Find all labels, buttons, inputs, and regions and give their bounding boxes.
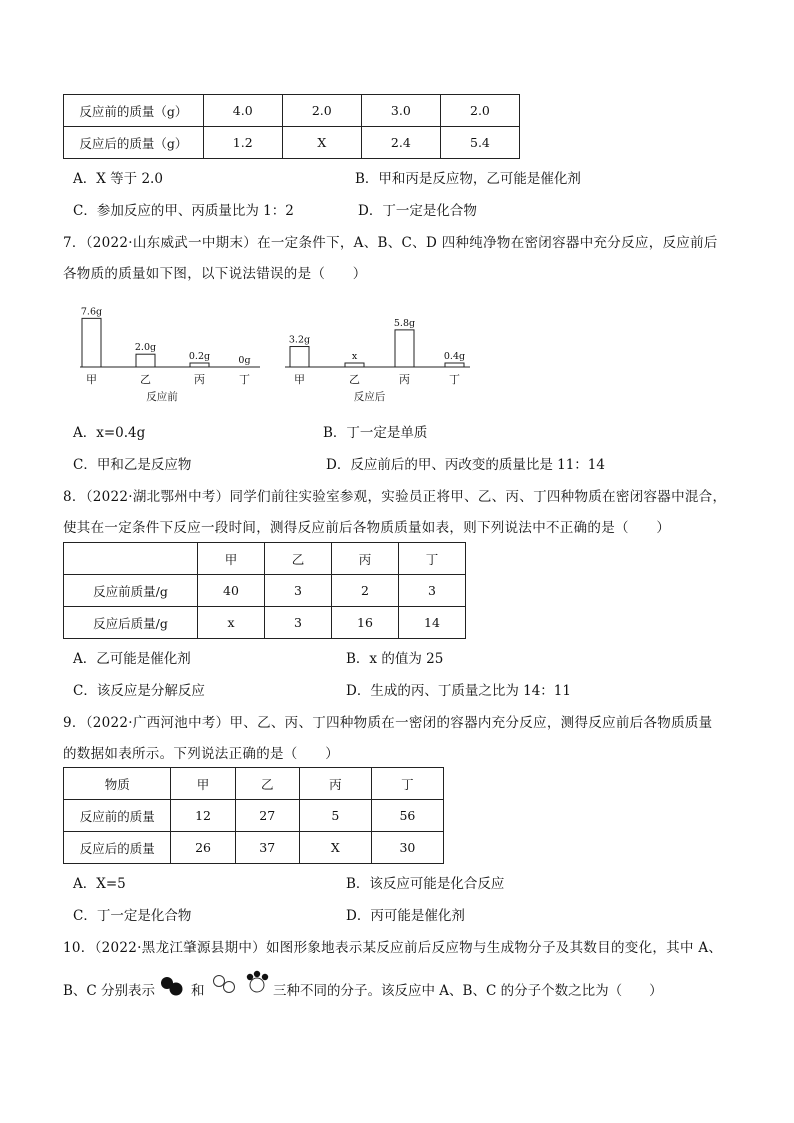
- q7-option-d: D．反应前后的甲、丙改变的质量比是 11：14: [326, 457, 605, 473]
- table-row: [64, 768, 444, 800]
- q10-stem-line2-part1: B、C 分别表示: [63, 983, 156, 999]
- table-header-cell: 甲: [171, 768, 235, 800]
- table-cell: 14: [399, 607, 466, 639]
- table-row: [64, 800, 444, 832]
- q8-option-c: C．该反应是分解反应: [73, 683, 205, 699]
- table-cell: X: [282, 127, 361, 159]
- category-label: 甲: [294, 373, 305, 386]
- table-row: [64, 575, 466, 607]
- q7-option-a: A．x=0.4g: [73, 425, 146, 441]
- q6-option-d: D．丁一定是化合物: [358, 203, 477, 219]
- table-cell: 反应前的质量（g）: [64, 95, 204, 127]
- bar: [395, 330, 414, 367]
- q8-option-a: A．乙可能是催化剂: [73, 651, 191, 667]
- molecule-b-icon: [210, 971, 238, 995]
- table-row: [64, 543, 466, 575]
- q9-stem-line1: 9．（2022·广西河池中考）甲、乙、丙、丁四种物质在一密闭的容器内充分反应，测得反应前后各物质质量: [63, 715, 713, 731]
- q6-data-table: [63, 94, 520, 159]
- data-label: 0g: [238, 355, 251, 366]
- table-cell: 反应后的质量: [64, 832, 171, 864]
- category-label: 丙: [399, 373, 410, 386]
- table-cell: 3: [265, 607, 332, 639]
- table-header-cell: 物质: [64, 768, 171, 800]
- bar: [136, 354, 155, 367]
- category-label: 乙: [349, 373, 360, 386]
- table-cell: 5: [299, 800, 371, 832]
- data-label: x: [351, 351, 358, 362]
- table-header-cell: [64, 543, 198, 575]
- table-cell: 2: [332, 575, 399, 607]
- q8-option-b: B．x 的值为 25: [346, 651, 444, 667]
- table-cell: 3: [399, 575, 466, 607]
- table-cell: 37: [235, 832, 299, 864]
- table-cell: 1.2: [203, 127, 282, 159]
- table-cell: 反应后的质量（g）: [64, 127, 204, 159]
- chart-title: 反应后: [353, 391, 386, 403]
- q6-option-c: C．参加反应的甲、丙质量比为 1：2: [73, 203, 294, 219]
- chart-after: [285, 318, 470, 403]
- molecule-c-icon: [243, 968, 273, 996]
- table-cell: 30: [371, 832, 443, 864]
- q10-stem-line2-part3: 三种不同的分子。该反应中 A、B、C 的分子个数之比为（ ）: [273, 983, 663, 999]
- table-cell: 3: [265, 575, 332, 607]
- chart-before: [80, 306, 260, 403]
- q7-bar-charts: [60, 290, 480, 405]
- category-label: 丁: [449, 373, 460, 386]
- table-cell: 反应前的质量: [64, 800, 171, 832]
- table-header-cell: 丁: [371, 768, 443, 800]
- table-header-cell: 乙: [265, 543, 332, 575]
- table-cell: 5.4: [440, 127, 519, 159]
- table-header-cell: 乙: [235, 768, 299, 800]
- data-label: 5.8g: [393, 317, 416, 329]
- q9-option-d: D．丙可能是催化剂: [346, 908, 465, 924]
- q7-stem-line2: 各物质的质量如下图，以下说法错误的是（ ）: [63, 266, 367, 282]
- table-row: [64, 832, 444, 864]
- table-row: [64, 607, 466, 639]
- q9-stem-line2: 的数据如表所示。下列说法正确的是（ ）: [63, 746, 339, 762]
- q9-option-c: C．丁一定是化合物: [73, 908, 192, 924]
- data-label: 2.0g: [134, 342, 157, 354]
- data-label: 0.4g: [443, 351, 466, 362]
- table-header-cell: 丙: [332, 543, 399, 575]
- q6-option-a: A．X 等于 2.0: [73, 171, 163, 187]
- data-label: 7.6g: [80, 306, 103, 318]
- q6-option-b: B．甲和丙是反应物，乙可能是催化剂: [355, 171, 581, 187]
- bar: [190, 363, 209, 367]
- bar: [290, 347, 309, 367]
- table-cell: 40: [198, 575, 265, 607]
- q10-stem-line2-part2: 和: [191, 983, 205, 999]
- category-label: 丙: [194, 373, 205, 386]
- q7-stem-line1: 7．（2022·山东威武一中期末）在一定条件下，A、B、C、D 四种纯净物在密闭容器中充分反应，反应前后: [63, 235, 718, 251]
- table-cell: 3.0: [361, 95, 440, 127]
- table-cell: 12: [171, 800, 235, 832]
- data-label: 3.2g: [288, 334, 311, 346]
- q9-option-a: A．X=5: [73, 876, 126, 892]
- table-header-cell: 丙: [299, 768, 371, 800]
- table-row: [64, 95, 520, 127]
- table-cell: x: [198, 607, 265, 639]
- chart-title: 反应前: [146, 391, 178, 403]
- category-label: 甲: [86, 373, 97, 386]
- table-row: [64, 127, 520, 159]
- bar: [445, 363, 464, 367]
- table-cell: 2.0: [282, 95, 361, 127]
- q9-data-table: [63, 767, 444, 864]
- table-cell: 16: [332, 607, 399, 639]
- q10-stem-line1: 10．（2022·黑龙江肇源县期中）如图形象地表示某反应前后反应物与生成物分子及其数目的变化，其中 A、: [63, 940, 723, 956]
- table-cell: 26: [171, 832, 235, 864]
- data-label: 0.2g: [188, 351, 211, 362]
- table-header-cell: 甲: [198, 543, 265, 575]
- q8-option-d: D．生成的丙、丁质量之比为 14：11: [346, 683, 571, 699]
- bar: [345, 363, 364, 367]
- bar: [82, 318, 101, 367]
- table-cell: 反应后质量/g: [64, 607, 198, 639]
- table-cell: 2.4: [361, 127, 440, 159]
- molecule-a-icon: [157, 974, 187, 998]
- table-cell: 56: [371, 800, 443, 832]
- table-cell: 27: [235, 800, 299, 832]
- q8-stem-line2: 使其在一定条件下反应一段时间，测得反应前后各物质质量如表，则下列说法中不正确的是（ ）: [63, 520, 671, 536]
- q9-option-b: B．该反应可能是化合反应: [346, 876, 505, 892]
- q7-option-c: C．甲和乙是反应物: [73, 457, 192, 473]
- table-cell: 2.0: [440, 95, 519, 127]
- category-label: 乙: [140, 373, 151, 386]
- table-cell: 4.0: [203, 95, 282, 127]
- q8-stem-line1: 8．（2022·湖北鄂州中考）同学们前往实验室参观，实验员正将甲、乙、丙、丁四种物质在密闭容器中混合，: [63, 489, 727, 505]
- category-label: 丁: [239, 373, 250, 386]
- table-cell: X: [299, 832, 371, 864]
- q8-data-table: [63, 542, 466, 639]
- q7-option-b: B．丁一定是单质: [323, 425, 428, 441]
- table-header-cell: 丁: [399, 543, 466, 575]
- table-cell: 反应前质量/g: [64, 575, 198, 607]
